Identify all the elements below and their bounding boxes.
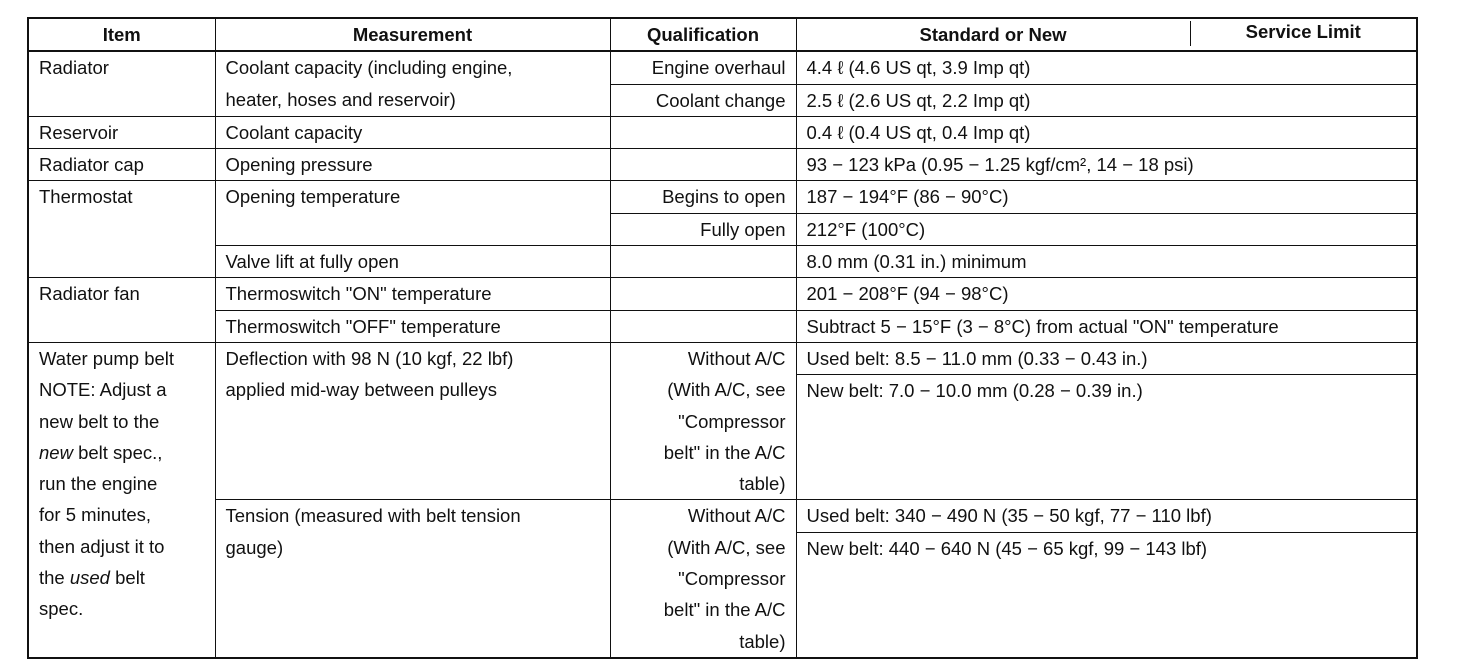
item-line: for 5 minutes, <box>39 504 152 526</box>
value-coolant-change: 2.5 ℓ (2.6 US qt, 2.2 Imp qt) <box>796 84 1417 116</box>
measure-switch-on: Thermoswitch "ON" temperature <box>215 278 610 310</box>
qual-line: "Compressor <box>678 568 786 590</box>
item-text: belt <box>109 567 145 589</box>
item-line: new belt to the <box>39 410 160 432</box>
measure-tension <box>215 500 610 658</box>
item-italic: new <box>39 441 73 463</box>
value-reservoir: 0.4 ℓ (0.4 US qt, 0.4 Imp qt) <box>796 116 1417 148</box>
value-fully-open: 212°F (100°C) <box>796 213 1417 245</box>
measure-line: Coolant capacity (including engine, <box>225 57 513 79</box>
measure-line: gauge) <box>225 536 284 558</box>
table-row <box>28 51 1417 84</box>
item-line <box>39 437 205 468</box>
value-deflection-used: Used belt: 8.5 − 11.0 mm (0.33 − 0.43 in.) <box>796 342 1417 374</box>
item-text: the <box>39 567 70 589</box>
qual-line: table) <box>739 630 786 652</box>
qual-empty <box>610 310 796 342</box>
item-radiator-cap: Radiator cap <box>28 149 215 181</box>
qual-line: belt" in the A/C <box>663 441 786 463</box>
qual-empty <box>610 116 796 148</box>
measure-line: Deflection with 98 N (10 kgf, 22 lbf) <box>225 347 514 369</box>
qual-line: belt" in the A/C <box>663 599 786 621</box>
table-row <box>28 500 1417 532</box>
qual-line: Without A/C <box>687 347 786 369</box>
item-line: NOTE: Adjust a <box>39 379 167 401</box>
qual-fully-open: Fully open <box>610 213 796 245</box>
qual-line: (With A/C, see <box>667 536 786 558</box>
item-thermostat: Thermostat <box>28 181 215 278</box>
item-line: Water pump belt <box>39 347 175 369</box>
qual-line: (With A/C, see <box>667 379 786 401</box>
header-row <box>28 18 1417 51</box>
measure-coolant-capacity <box>215 51 610 116</box>
item-radiator: Radiator <box>28 51 215 116</box>
qual-tension <box>610 500 796 658</box>
table-row <box>28 181 1417 213</box>
value-valve-lift: 8.0 mm (0.31 in.) minimum <box>796 246 1417 278</box>
header-standard: Standard or New <box>919 24 1067 45</box>
value-engine-overhaul: 4.4 ℓ (4.6 US qt, 3.9 Imp qt) <box>796 51 1417 84</box>
qual-empty <box>610 278 796 310</box>
table-row <box>28 116 1417 148</box>
measure-opening-pressure: Opening pressure <box>215 149 610 181</box>
table-row <box>28 278 1417 310</box>
measure-line: Tension (measured with belt tension <box>225 505 521 527</box>
measure-switch-off: Thermoswitch "OFF" temperature <box>215 310 610 342</box>
value-begins-to-open: 187 − 194°F (86 − 90°C) <box>796 181 1417 213</box>
qual-empty <box>610 149 796 181</box>
item-italic: used <box>69 567 110 589</box>
item-radiator-fan: Radiator fan <box>28 278 215 343</box>
item-water-pump-belt <box>28 342 215 657</box>
cooling-spec-table <box>27 17 1418 659</box>
value-opening-pressure: 93 − 123 kPa (0.95 − 1.25 kgf/cm², 14 − 18 psi) <box>796 149 1417 181</box>
measure-line: heater, hoses and reservoir) <box>225 88 456 110</box>
value-deflection-new: New belt: 7.0 − 10.0 mm (0.28 − 0.39 in.) <box>796 375 1417 500</box>
table-row <box>28 149 1417 181</box>
qual-engine-overhaul: Engine overhaul <box>610 51 796 84</box>
table-row <box>28 342 1417 374</box>
qual-coolant-change: Coolant change <box>610 84 796 116</box>
value-tension-used: Used belt: 340 − 490 N (35 − 50 kgf, 77 − 110 lbf) <box>796 500 1417 532</box>
qual-deflection <box>610 342 796 499</box>
table-row <box>28 310 1417 342</box>
qual-line: table) <box>739 473 786 495</box>
header-item: Item <box>28 18 215 51</box>
item-line: run the engine <box>39 473 158 495</box>
measure-reservoir: Coolant capacity <box>215 116 610 148</box>
item-line: spec. <box>39 598 84 620</box>
item-line: then adjust it to <box>39 535 165 557</box>
value-tension-new: New belt: 440 − 640 N (45 − 65 kgf, 99 − 143 lbf) <box>796 532 1417 658</box>
qual-empty <box>610 246 796 278</box>
item-line <box>39 562 205 593</box>
table-row <box>28 246 1417 278</box>
qual-begins-to-open: Begins to open <box>610 181 796 213</box>
qual-line: Without A/C <box>687 505 786 527</box>
header-qualification: Qualification <box>610 18 796 51</box>
item-text: belt spec., <box>72 441 163 463</box>
measure-deflection <box>215 342 610 499</box>
value-switch-on: 201 − 208°F (94 − 98°C) <box>796 278 1417 310</box>
value-switch-off: Subtract 5 − 15°F (3 − 8°C) from actual "ON" temperature <box>796 310 1417 342</box>
measure-valve-lift: Valve lift at fully open <box>215 246 610 278</box>
header-measurement: Measurement <box>215 18 610 51</box>
header-service-limit: Service Limit <box>1245 21 1361 42</box>
measure-opening-temperature: Opening temperature <box>215 181 610 246</box>
item-reservoir: Reservoir <box>28 116 215 148</box>
measure-line: applied mid-way between pulleys <box>225 379 497 401</box>
qual-line: "Compressor <box>678 410 786 432</box>
header-standard-limit <box>796 18 1417 51</box>
